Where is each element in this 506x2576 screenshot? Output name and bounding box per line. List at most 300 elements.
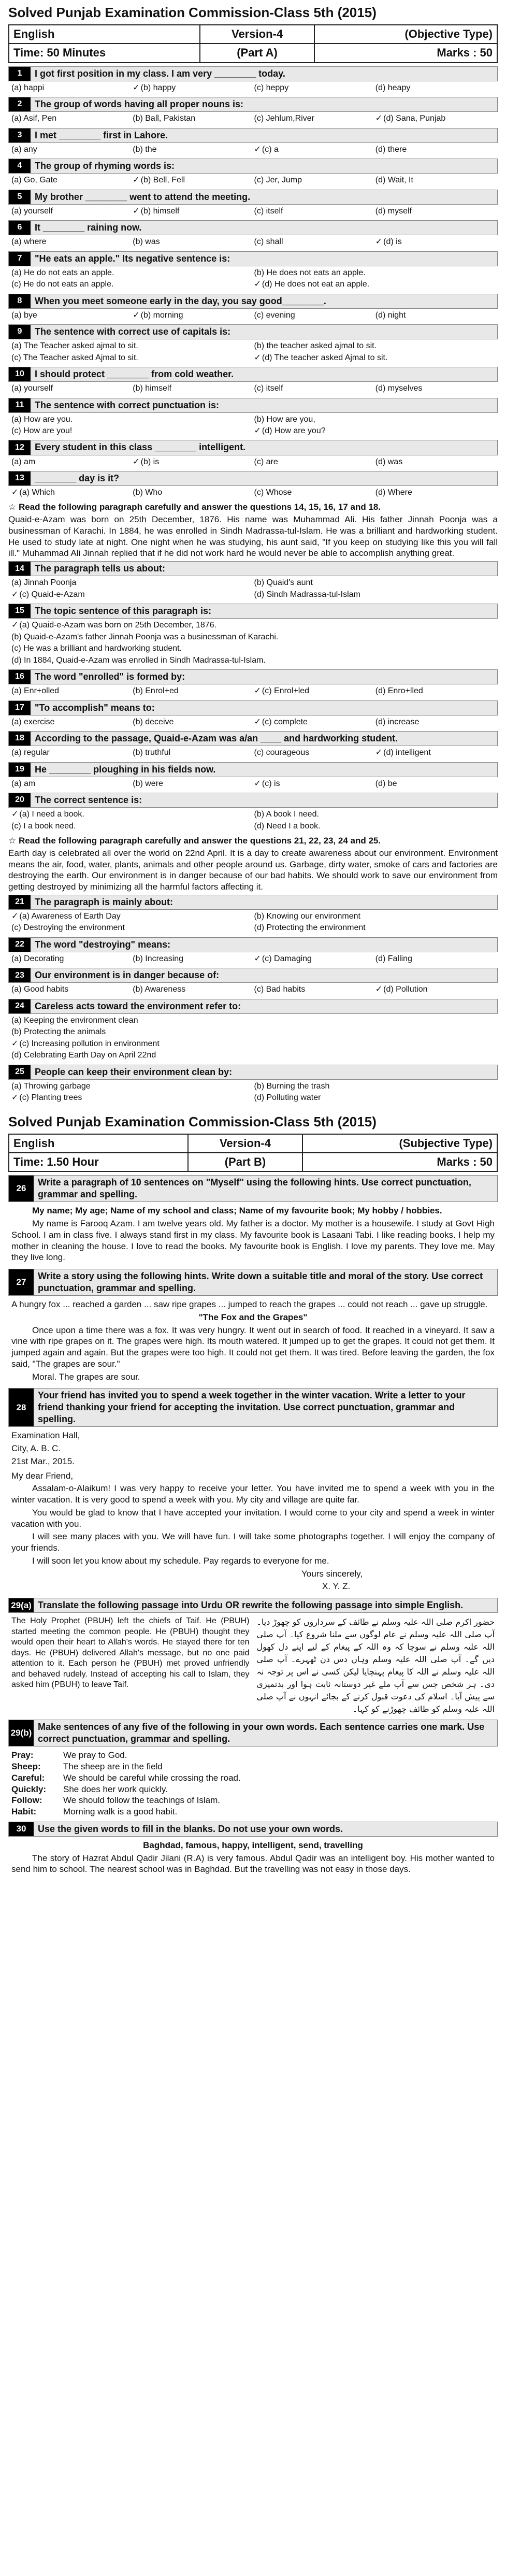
question-text: When you meet someone early in the day, you say good________. [35,295,326,306]
question-26 [8,1175,498,1202]
sentence-row [11,1772,495,1784]
mcq-options [8,235,498,248]
mcq-options [8,174,498,186]
mcq-option: (b) Protecting the animals [11,1027,106,1037]
q29a-english: The Holy Prophet (PBUH) left the chiefs of Taif. He (PBUH) started meeting the common people. He (PBUH) thought they would open their heart to Allah's words. He stayed there for ten days. He (PBUH) delivered Allah's message, but no one paid attention to it. Each person he (PBUH) met proved unfriendly and behaved rudely. Instead of accepting his call to Islam, they asked him (PBUH) to leave Taif. [11,1616,250,1690]
sentence-row [11,1750,495,1761]
mcq-option: (b) the [133,145,157,154]
mcq-option: (b) the teacher asked ajmal to sit. [254,341,377,351]
question-number: 28 [9,1389,34,1426]
mcq-question [8,1065,498,1104]
mcq-option: (c) courageous [254,748,310,757]
mcq-stem [8,793,498,808]
sentence-row [11,1806,495,1817]
mcq-stem [8,731,498,746]
question-text: My brother ________ went to attend the meeting. [35,191,251,202]
question-text: The group of rhyming words is: [35,161,175,171]
mcq-option: (b) Ball, Pakistan [133,114,196,123]
question-number: 1 [9,67,31,81]
question-text: The topic sentence of this paragraph is: [35,606,212,617]
question-number: 17 [9,701,31,715]
mcq-stem [8,220,498,235]
question-text: I met ________ first in Lahore. [35,130,168,140]
question-text: I should protect ________ from cold weather. [35,369,234,380]
question-number: 30 [9,1822,34,1836]
mcq-block-2 [8,561,498,832]
q26-answer-text: My name is Farooq Azam. I am twelve years old. My father is a doctor. My mother is a housewife. I study at Govt High School. I am in class five. I always stand first in my class. My favourite book is Lasaani Tabi. I like reading books. I help my mother in cleaning the house. I love to read the books. My favourite book is English. I love my parents. They love me. May they live long. [11,1219,495,1263]
q30-answer [8,1839,498,1878]
mcq-question [8,294,498,322]
mcq-options [8,266,498,291]
mcq-options [8,1080,498,1104]
q27-hints: A hungry fox ... reached a garden ... saw ripe grapes ... jumped to reach the grapes ... could not reach ... gave up struggle. [11,1299,488,1310]
question-number: 3 [9,128,31,142]
passage2-instruction: ☆ Read the following paragraph carefully and answer the questions 21, 22, 23, 24 and 25. [8,836,381,846]
question-number: 2 [9,97,31,111]
question-number: 26 [9,1176,34,1201]
question-number: 20 [9,793,31,807]
question-number: 29(b) [9,1720,34,1746]
question-number: 23 [9,968,31,982]
mcq-options [8,382,498,394]
question-27 [8,1269,498,1296]
mcq-option: (c) itself [254,384,283,393]
mcq-block-1 [8,66,498,499]
question-number: 29(a) [9,1598,34,1612]
q27-story-title: "The Fox and the Grapes" [198,1312,308,1322]
sentence-text: We should follow the teachings of Islam. [63,1795,221,1806]
mcq-question [8,937,498,965]
sentence-word: Follow: [11,1795,42,1806]
question-number: 21 [9,895,31,909]
sentence-text: We pray to God. [63,1750,127,1761]
question-text: Use the given words to fill in the blanks. Do not use your own words. [34,1822,497,1836]
question-29b [8,1720,498,1747]
q27-moral: Moral. The grapes are sour. [32,1371,140,1382]
mcq-options [8,143,498,155]
mcq-options [8,983,498,995]
q28-letter [8,1429,498,1595]
question-number: 4 [9,159,31,173]
mcq-option-selected: ✓ (b) happy [132,82,253,94]
mcq-option: (a) He do not eats an apple. [11,268,114,277]
mcq-option: (a) Asif, Pen [11,114,57,123]
mcq-option: (a) yourself [11,384,53,393]
letter-signature: X. Y. Z. [322,1581,351,1592]
question-text: The sentence with correct punctuation is: [35,399,220,410]
sentence-text: We should be careful while crossing the road. [63,1772,241,1783]
mcq-stem [8,367,498,382]
mcq-option-selected: ✓ (c) a [253,144,374,155]
mcq-options [8,112,498,124]
version: Version-4 [188,1134,303,1153]
mcq-options [8,684,498,697]
question-number: 10 [9,367,31,381]
mcq-option: (c) shall [254,237,283,247]
sentence-word: Careful: [11,1772,45,1783]
passage1-text: Quaid-e-Azam was born on 25th December, 1876. His name was Muhammad Ali. His father Jinnah Poonja was a businessman of Karachi. In 1884, he was enrolled in Sindh Madrassa-tul-Islam. He was a brilliant and hardworking student. He used to study late at night. One night when he was studying, his aunt said, "If you keep on studying like this you will fall ill." Muhammad Ali Jinnah replied that if he did not work hard he would never be able to accomplish anything great. [8,514,498,559]
mcq-option-selected: ✓ (b) Bell, Fell [132,175,253,186]
mcq-stem [8,128,498,143]
mcq-option-selected: ✓ (a) Which [10,487,132,498]
mcq-option-selected: ✓ (a) Quaid-e-Azam was born on 25th December, 1876. [10,620,496,631]
mcq-option: (c) itself [254,206,283,216]
question-number: 25 [9,1065,31,1079]
mcq-question [8,440,498,468]
mcq-option: (a) Go, Gate [11,176,57,185]
mcq-stem [8,604,498,619]
mcq-option: (c) The Teacher asked Ajmal to sit. [11,353,138,362]
mcq-option-selected: ✓ (c) is [253,778,374,790]
question-text: Write a paragraph of 10 sentences on "Myself" using the following hints. Use correct punctuation, grammar and spelling. [34,1176,497,1201]
mcq-question [8,398,498,437]
letter-address-1: Examination Hall, [11,1430,80,1441]
mcq-stem [8,1065,498,1080]
letter-closing: Yours sincerely, [301,1568,363,1579]
question-text: Your friend has invited you to spend a week together in the winter vacation. Write a letter to your friend thanking your friend for accepting the invitation. Use correct punctuation, grammar and spelling. [34,1389,497,1426]
mcq-question [8,251,498,291]
mcq-option: (c) are [254,457,278,466]
mcq-stem [8,762,498,777]
mcq-option: (a) The Teacher asked ajmal to sit. [11,341,138,351]
mcq-options [8,808,498,832]
document-title: Solved Punjab Examination Commission-Class 5th (2015) [8,5,377,20]
q29a-answer [8,1615,498,1716]
question-number: 12 [9,440,31,454]
mcq-stem [8,700,498,715]
letter-para-3: I will see many places with you. We will have fun. I will take some photographs together. I will enjoy the company of your friends. [11,1532,495,1553]
mcq-option: (d) be [375,779,397,788]
question-number: 14 [9,562,31,576]
mcq-question [8,669,498,697]
mcq-option: (b) truthful [133,748,171,757]
mcq-option: (a) Enr+olled [11,686,60,696]
mcq-option: (d) Polluting water [254,1093,321,1103]
mcq-option: (a) regular [11,748,50,757]
mcq-option-selected: ✓ (c) Planting trees [10,1092,253,1104]
q26-answer [8,1204,498,1266]
sentence-word: Habit: [11,1807,37,1817]
mcq-option: (d) myselves [375,384,423,393]
question-number: 24 [9,999,31,1013]
mcq-stem [8,968,498,983]
mcq-question [8,128,498,156]
question-text: He ________ ploughing in his fields now. [35,764,216,775]
letter-salutation: My dear Friend, [11,1470,74,1481]
mcq-option: (b) A book I need. [254,810,319,819]
question-text: It ________ raining now. [35,222,142,233]
mcq-options [8,205,498,217]
question-text: The paragraph is mainly about: [35,896,174,907]
mcq-option: (b) Enrol+ed [133,686,179,696]
question-text: The paragraph tells us about: [35,563,166,574]
mcq-option: (c) evening [254,310,295,320]
mcq-option: (a) Good habits [11,985,69,994]
q26-hints: My name; My age; Name of my school and class; Name of my favourite book; My hobby / hobbies. [32,1206,442,1216]
mcq-option: (a) Throwing garbage [11,1081,91,1091]
mcq-option: (d) myself [375,206,412,216]
part: (Part B) [188,1153,303,1171]
question-text: Translate the following passage into Urdu OR rewrite the following passage into simple English. [34,1598,497,1612]
mcq-option: (d) heapy [375,83,411,92]
part: (Part A) [200,44,314,62]
mcq-options [8,777,498,790]
mcq-question [8,762,498,790]
mcq-stem [8,440,498,455]
mcq-option-selected: ✓ (d) Pollution [374,984,496,995]
mcq-option-selected: ✓ (a) Awareness of Earth Day [10,911,253,922]
mcq-option: (c) Jehlum,River [254,114,314,123]
sentence-text: The sheep are in the field [63,1762,163,1772]
mcq-stem [8,251,498,266]
sentence-word: Pray: [11,1750,34,1761]
sentence-text: She does her work quickly. [63,1784,168,1794]
mcq-options [8,1014,498,1062]
mcq-option: (d) Sindh Madrassa-tul-Islam [254,590,360,599]
mcq-option: (b) Quaid's aunt [254,578,313,588]
letter-address-2: City, A. B. C. [11,1443,61,1454]
question-text: The sentence with correct use of capitals is: [35,326,231,337]
mcq-option: (a) am [11,779,36,788]
mcq-option: (d) there [375,145,407,154]
q30-answer-text: The story of Hazrat Abdul Qadir Jilani (R.A) is very famous. Abdul Qadir was an intelligent boy. His mother wanted to send him to school. The nearest school was in Baghdad. But the travelling was not easy in those days. [11,1853,495,1874]
mcq-block-3 [8,895,498,1104]
question-number: 8 [9,294,31,308]
question-number: 15 [9,604,31,618]
mcq-option: (b) were [133,779,163,788]
mcq-option: (a) where [11,237,47,247]
mcq-stem [8,999,498,1014]
mcq-options [8,81,498,94]
mcq-stem [8,294,498,309]
question-number: 22 [9,938,31,952]
question-28 [8,1388,498,1427]
q30-words: Baghdad, famous, happy, intelligent, send, travelling [143,1840,363,1850]
mcq-option: (b) himself [133,384,171,393]
part-a-header [8,24,498,63]
sentence-word: Sheep: [11,1762,41,1772]
q27-answer [8,1298,498,1385]
mcq-options [8,715,498,728]
question-number: 13 [9,471,31,485]
letter-para-2: You would be glad to know that I have accepted your invitation. I would come to your city and spend a week in winter vacation with you. [11,1507,495,1529]
time: Time: 50 Minutes [9,44,200,62]
mcq-options [8,746,498,759]
mcq-question [8,324,498,364]
mcq-question [8,700,498,728]
q29a-urdu: حضور اکرم صلی اللہ علیہ وسلم نے طائف کے سرداروں کو چھوڑ دیا۔ آپ صلی اللہ علیہ وسلم نے عام لوگوں سے ملنا شروع کیا۔ آپ صلی اللہ علیہ وسلم نے سوچا کہ وہ اللہ کے پیغام کے لیے اپنے دل کھول دیں گے۔ آپ صلی اللہ علیہ وسلم وہاں دس دن ٹھہرے۔ آپ صلی اللہ علیہ وسلم نے اللہ کا پیغام پہنچایا لیکن کسی نے اس پر توجہ نہ دی۔ ہر شخص جس سے آپ ملے غیر دوستانہ ثابت ہوا اور بدتمیزی سے پیش آیا۔ اسلام کی دعوت قبول کرنے کے بجائے انہوں نے آپ صلی اللہ علیہ وسلم کو طائف چھوڑنے کو کہا۔ [256,1617,495,1714]
mcq-options [8,910,498,934]
mcq-stem [8,895,498,910]
mcq-option: (d) Celebrating Earth Day on April 22nd [11,1051,156,1060]
mcq-options [8,576,498,600]
mcq-option-selected: ✓ (c) Enrol+led [253,685,374,697]
question-text: Every student in this class ________ intelligent. [35,442,246,453]
mcq-stem [8,669,498,684]
part-b-header [8,1134,498,1172]
mcq-option: (d) was [375,457,403,466]
mcq-question [8,895,498,934]
subject: English [9,1134,188,1153]
mcq-stem [8,937,498,952]
mcq-option: (d) Protecting the environment [254,923,366,933]
mcq-question [8,66,498,94]
mcq-option-selected: ✓ (d) Sana, Punjab [374,113,496,124]
mcq-option-selected: ✓ (a) I need a book. [10,809,253,820]
question-text: The group of words having all proper nouns is: [35,99,244,110]
mcq-option: (d) increase [375,717,420,726]
question-number: 6 [9,221,31,235]
q27-story-text: Once upon a time there was a fox. It was very hungry. It went out in search of food. It reached in a vineyard. It saw a vine with ripe grapes on it. The grapes were high. Its mouth watered. It jumped up to get the grapes. It could not get them. It jumped again and again. But the grapes were too high. It could not get them. It was tired. Before leaving the garden, the fox said, "The grapes are sour." [11,1325,495,1369]
mcq-question [8,220,498,248]
question-text: According to the passage, Quaid-e-Azam was a/an ____ and hardworking student. [35,733,398,744]
mcq-question [8,604,498,666]
mcq-option: (c) Bad habits [254,985,306,994]
question-number: 9 [9,325,31,339]
question-number: 19 [9,763,31,777]
mcq-question [8,731,498,759]
mcq-question [8,561,498,600]
question-number: 7 [9,252,31,266]
mcq-option-selected: ✓ (c) Increasing pollution in environment [10,1038,496,1050]
mcq-option: (b) Awareness [133,985,186,994]
mcq-option: (b) Knowing our environment [254,911,360,921]
mcq-option: (c) Whose [254,488,292,497]
mcq-options [8,339,498,364]
mcq-question [8,793,498,832]
question-text: I got first position in my class. I am very ________ today. [35,68,285,79]
mcq-option: (c) heppy [254,83,289,92]
part-b-title: Solved Punjab Examination Commission-Class 5th (2015) [8,1113,377,1129]
mcq-stem [8,66,498,81]
mcq-stem [8,324,498,339]
question-number: 16 [9,670,31,684]
question-text: People can keep their environment clean by: [35,1066,233,1077]
letter-date: 21st Mar., 2015. [11,1456,75,1466]
letter-para-4: I will soon let you know about my schedule. Pay regards to everyone for me. [32,1555,329,1566]
mcq-question [8,159,498,187]
mcq-option: (b) Increasing [133,954,184,963]
mcq-option: (a) How are you. [11,414,73,424]
paper-type: (Subjective Type) [302,1134,497,1153]
question-text: Our environment is in danger because of: [35,970,220,981]
mcq-stem [8,561,498,576]
mcq-stem [8,159,498,174]
mcq-option: (d) Where [375,488,412,497]
mcq-option-selected: ✓ (c) complete [253,717,374,728]
mcq-option: (a) happi [11,83,45,92]
mcq-question [8,367,498,395]
mcq-stem [8,471,498,486]
mcq-option: (a) yourself [11,206,53,216]
mcq-option: (a) any [11,145,37,154]
question-text: "He eats an apple." Its negative sentence is: [35,253,230,264]
mcq-option: (b) Who [133,488,163,497]
question-30 [8,1822,498,1837]
mcq-options [8,486,498,498]
mcq-option: (b) was [133,237,160,247]
question-number: 18 [9,732,31,746]
mcq-options [8,619,498,666]
mcq-option: (d) In 1884, Quaid-e-Azam was enrolled in Sindh Madrassa-tul-Islam. [11,655,266,665]
mcq-option: (d) night [375,310,406,320]
time: Time: 1.50 Hour [9,1153,188,1171]
mcq-option-selected: ✓ (b) is [132,456,253,468]
question-text: The correct sentence is: [35,795,142,806]
mcq-option-selected: ✓ (d) intelligent [374,747,496,759]
subject: English [9,25,200,44]
sentence-row [11,1795,495,1806]
question-number: 11 [9,398,31,412]
marks: Marks : 50 [314,44,497,62]
question-text: "To accomplish" means to: [35,702,155,713]
mcq-question [8,999,498,1062]
mcq-option: (c) How are you! [11,426,73,436]
mcq-option: (b) Burning the trash [254,1081,330,1091]
mcq-options [8,455,498,468]
mcq-option: (a) bye [11,310,37,320]
question-29a [8,1598,498,1613]
question-text: Careless acts toward the environment refer to: [35,1000,241,1011]
question-number: 27 [9,1269,34,1295]
mcq-option: (a) exercise [11,717,55,726]
mcq-stem [8,97,498,112]
marks: Marks : 50 [302,1153,497,1171]
mcq-options [8,413,498,437]
mcq-option: (c) Jer, Jump [254,176,302,185]
mcq-question [8,968,498,996]
mcq-option: (c) He do not eats an apple. [11,280,114,289]
mcq-option: (a) Jinnah Poonja [11,578,77,588]
sentence-text: Morning walk is a good habit. [63,1807,178,1817]
mcq-option: (a) Decorating [11,954,64,963]
mcq-option: (b) He does not eats an apple. [254,268,366,277]
q29b-sentences [8,1749,498,1819]
mcq-option-selected: ✓ (c) Quaid-e-Azam [10,589,253,600]
question-text: Write a story using the following hints. Write down a suitable title and moral of the story. Use correct punctuation, grammar and spelling. [34,1269,497,1295]
mcq-option-selected: ✓ (d) He does not eat an apple. [253,279,496,290]
mcq-option: (b) How are you, [254,414,315,424]
mcq-option: (c) I a book need. [11,821,76,831]
mcq-option-selected: ✓ (d) The teacher asked Ajmal to sit. [253,352,496,364]
passage1-instruction: ☆ Read the following paragraph carefully and answer the questions 14, 15, 16, 17 and 18. [8,502,381,512]
question-text: The word "enrolled" is formed by: [35,671,185,682]
mcq-option: (a) am [11,457,36,466]
mcq-option: (a) Keeping the environment clean [11,1015,138,1025]
question-number: 5 [9,190,31,204]
mcq-option: (b) deceive [133,717,174,726]
mcq-question [8,190,498,218]
mcq-option-selected: ✓ (d) How are you? [253,425,496,437]
paper-type: (Objective Type) [314,25,497,44]
question-text: ________ day is it? [35,473,120,483]
version: Version-4 [200,25,314,44]
mcq-option-selected: ✓ (d) is [374,236,496,248]
mcq-option-selected: ✓ (b) morning [132,310,253,321]
mcq-option: (d) Enro+lled [375,686,423,696]
mcq-option: (b) Quaid-e-Azam's father Jinnah Poonja was a businessman of Karachi. [11,632,279,641]
mcq-stem [8,398,498,413]
passage2-text: Earth day is celebrated all over the world on 22nd April. It is a day to create awareness about our environment. Environment means the air, food, water, plants, animals and other people around us. Garbage, dirty water, smoke of cars and factories are destroying the earth. Our environment is in danger because of our bad habits. We should work to save our environment from getting destroyed by minimizing all the harmful factors affecting it. [8,848,498,892]
question-text: Make sentences of any five of the following in your own words. Each sentence carries one mark. Use correct punctuation, grammar and spelling. [34,1720,497,1746]
mcq-options [8,309,498,321]
mcq-option-selected: ✓ (b) himself [132,206,253,217]
mcq-option: (c) Destroying the environment [11,923,125,933]
sentence-word: Quickly: [11,1784,47,1794]
question-text: The word "destroying" means: [35,939,171,950]
sentence-row [11,1784,495,1795]
letter-para-1: Assalam-o-Alaikum! I was very happy to receive your letter. You have invited me to spend a week with you in the winter vacation. It is very good to spend a week with you. My city and village are quite far. [11,1483,495,1505]
